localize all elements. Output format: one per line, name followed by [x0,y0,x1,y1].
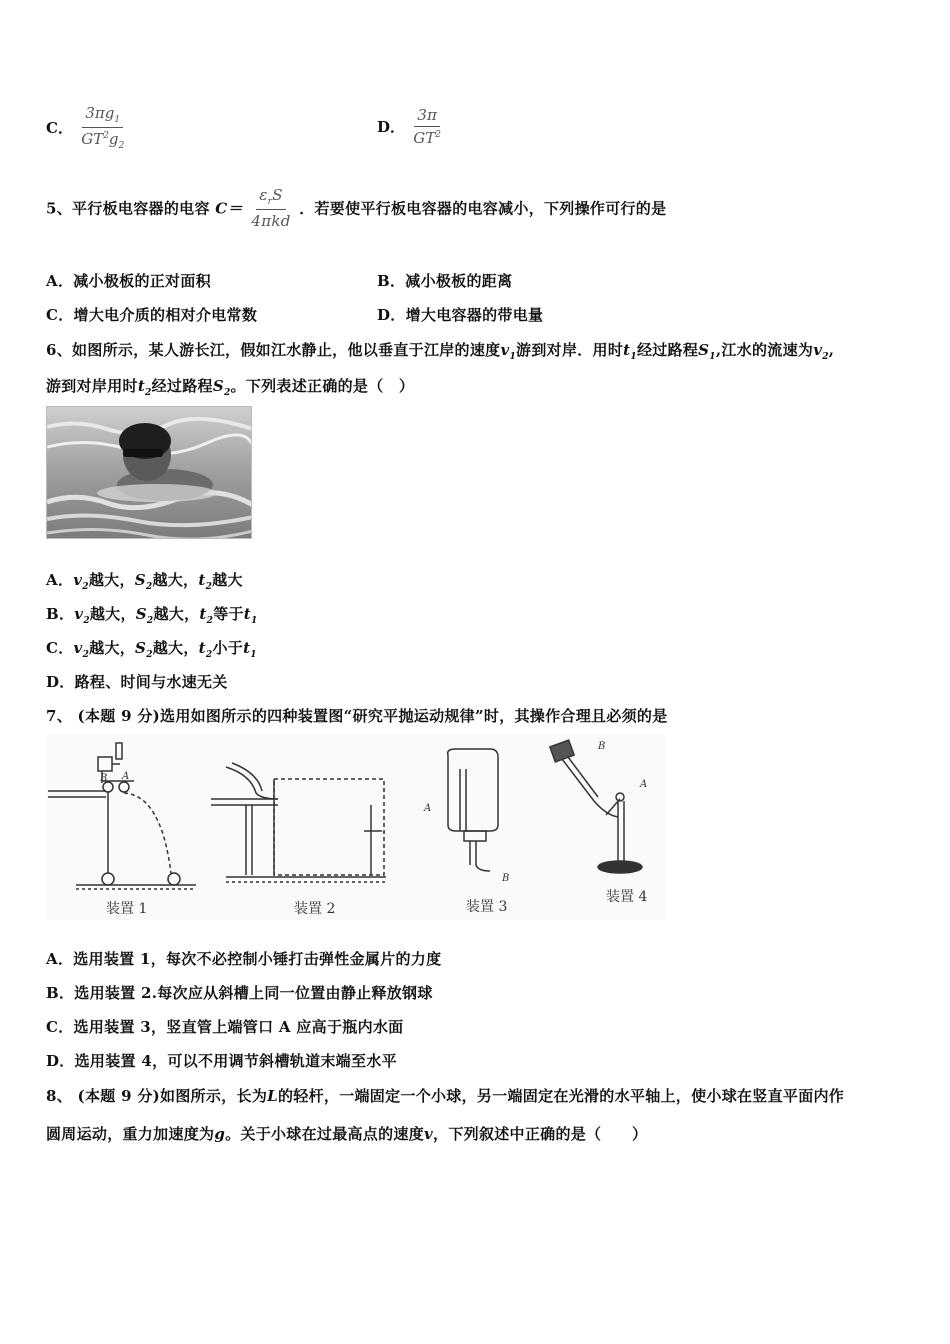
q6-option-b[interactable]: B．$v_2$越大，$S_2$越大，$t_2$等于$t_1$ [46,605,258,626]
q6-option-a[interactable]: A．$v_2$越大，$S_2$越大，$t_2$越大 [46,571,243,592]
q5-option-c[interactable]: C．增大电介质的相对介电常数 [46,306,258,324]
apparatus-1-letter-a: A [122,771,130,782]
q7-option-b[interactable]: B．选用装置 2.每次应从斜槽上同一位置由静止释放钢球 [46,984,433,1002]
q4-option-c-fraction: $\frac{3\pi g_1}{GT^2g_2}$ [81,104,125,151]
q4-option-d[interactable] [377,106,444,147]
q4-option-c-label: C． [46,119,73,137]
q8-stem-line1: 8、 (本题 9 分)如图所示，长为L的轻杆，一端固定一个小球，另一端固定在光滑的水平轴上，使小球在竖直平面内作 [46,1087,845,1105]
q7-option-a[interactable]: A．选用装置 1，每次不必控制小锤打击弹性金属片的力度 [46,950,442,968]
q7-stem: 7、 (本题 9 分)选用如图所示的四种装置图“研究平抛运动规律”时，其操作合理且必须的是 [46,707,668,725]
apparatus-1-letter-b: B [100,773,108,784]
q6-option-d[interactable]: D．路程、时间与水速无关 [46,673,228,691]
q6-option-c[interactable]: C．$v_2$越大，$S_2$越大，$t_2$小于$t_1$ [46,639,257,660]
apparatus-3-label: 装置 3 [466,899,508,915]
q7-option-d[interactable]: D．选用装置 4，可以不用调节斜槽轨道末端至水平 [46,1052,397,1070]
apparatus-4-label: 装置 4 [606,889,648,905]
q4-option-d-label: D． [377,118,406,136]
apparatus-4-letter-a: A [640,779,648,790]
q7-apparatus-figure [46,735,666,920]
q8-stem-line2: 圆周运动，重力加速度为g。关于小球在过最高点的速度v，下列叙述中正确的是（ ） [46,1125,648,1143]
q5-capacitance-fraction: $\frac{\varepsilon_rS}{\text{4πkd}}$ [251,186,291,230]
apparatus-3-letter-a: A [424,803,432,814]
q5-option-a[interactable]: A．减小极板的正对面积 [46,272,211,290]
q7-option-c[interactable]: C．选用装置 3，竖直管上端管口 A 应高于瓶内水面 [46,1018,404,1036]
q5-option-b[interactable]: B．减小极板的距离 [377,272,513,290]
swimmer-photo [46,406,252,539]
q4-option-d-fraction: $\frac{3\pi}{GT^2}$ [413,106,441,147]
apparatus-2-label: 装置 2 [294,901,336,917]
apparatus-1-label: 装置 1 [106,901,148,917]
apparatus-4-letter-b: B [598,741,606,752]
q6-stem-line2: 游到对岸用时$t_2$经过路程$S_2$。下列表述正确的是（ ） [46,377,415,398]
q4-option-c[interactable] [46,104,127,151]
q6-stem-line1: 6、如图所示，某人游长江，假如江水静止，他以垂直于江岸的速度$v_1$游到对岸．用时$t_1$经过路程$S_1$,江水的流速为$v_2$, [46,341,835,362]
q5-stem: 5、平行板电容器的电容 C＝ $\frac{\varepsilon_rS}{\text{4πkd}}$ ．若要使平行板电容器的电容减小，下列操作可行的是 [46,186,667,230]
q5-option-d[interactable]: D．增大电容器的带电量 [377,306,544,324]
apparatus-3-letter-b: B [502,873,510,884]
